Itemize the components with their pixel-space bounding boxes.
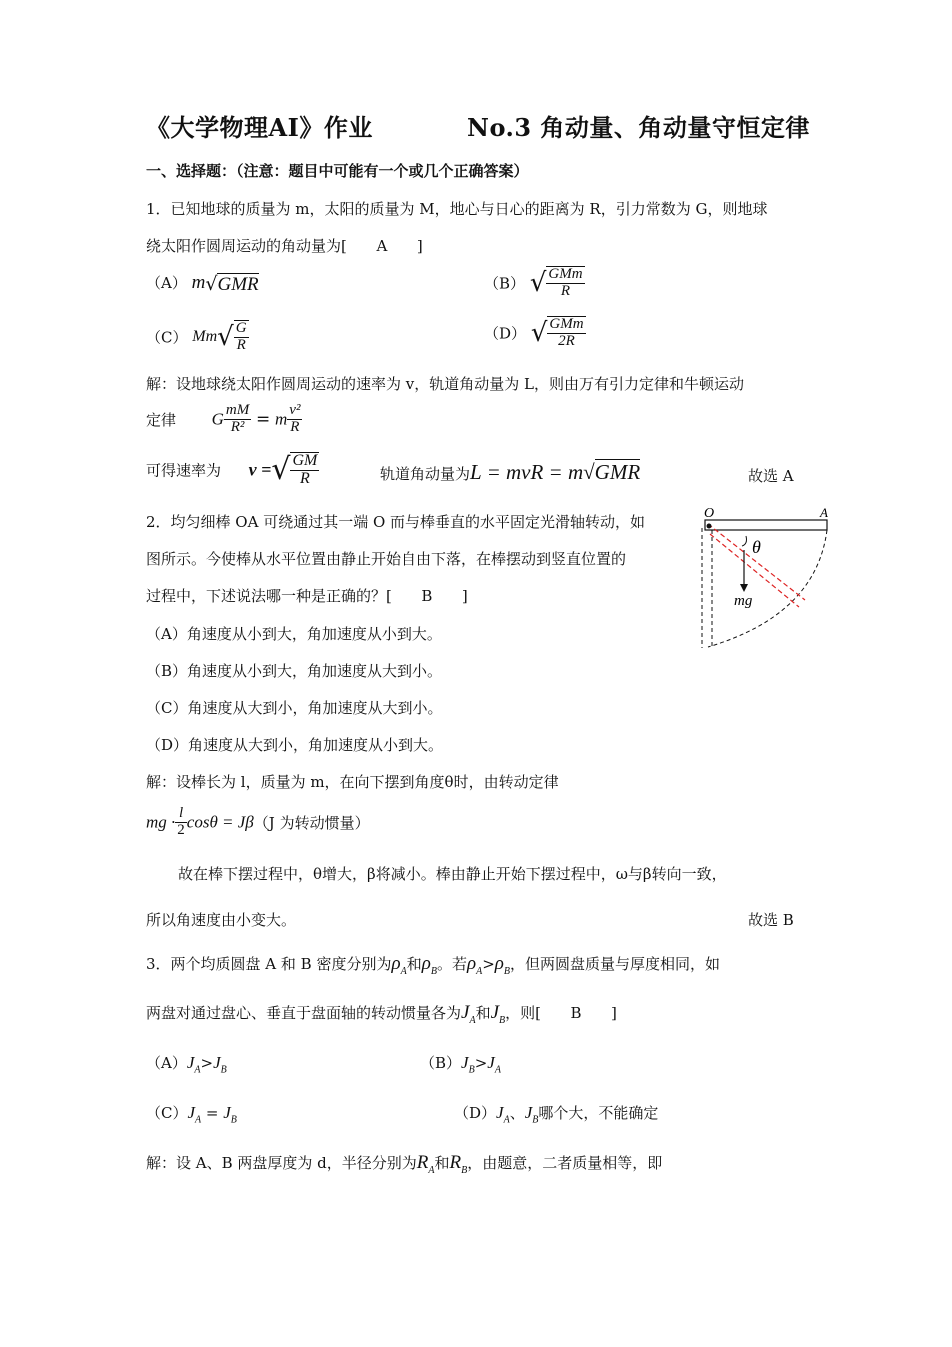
- page-title-left: 《大学物理AI》作业: [146, 113, 373, 142]
- q2-option-b: （B）角速度从小到大，角加速度从大到小。: [146, 662, 443, 680]
- q2-answer: B: [421, 587, 433, 605]
- label-mg: mg: [734, 593, 753, 609]
- q1-choice: 故选 A: [748, 467, 794, 485]
- angle-arc: [742, 536, 747, 546]
- rod: [705, 520, 827, 530]
- q1-option-b: （B） √ $\frac{\text{GMm}}{R}$: [484, 266, 583, 299]
- q1-solution-line2: 定律 G $\frac{mM}{\text{R²}}$ = m $\frac{\text{v²}}{R}$: [146, 402, 301, 435]
- rod-pendulum-diagram: [690, 500, 840, 660]
- q3-option-b: $(B)J_B>J_A$: [420, 1053, 501, 1076]
- page-title-right: No.3 角动量、角动量守恒定律: [467, 113, 810, 142]
- q1-option-a: （A） m√GMR: [146, 272, 259, 295]
- q1-stem-line1: 1．已知地球的质量为 m，太阳的质量为 M，地心与日心的距离为 R，引力常数为 G，则地球: [146, 200, 768, 218]
- q2-solution-line1: 解：设棒长为 l，质量为 m，在向下摆到角度θ时，由转动定律: [146, 773, 559, 791]
- q1-solution-line3: 可得速率为 v =√ $\frac{GM}{R}$: [146, 452, 318, 488]
- pivot-point: [707, 524, 712, 529]
- q1-option-c: （C） Mm√ $\frac{G}{R}$: [146, 320, 247, 353]
- q2-option-c: （C）角速度从大到小，角加速度从大到小。: [146, 699, 443, 717]
- q2-option-d: （D）角速度从大到小，角加速度从小到大。: [146, 736, 444, 754]
- q3-option-d: $(D)J_A$、$J_B$哪个大，不能确定: [454, 1103, 659, 1126]
- q2-stem-line2: 图所示。今使棒从水平位置由静止开始自由下落，在棒摆动到竖直位置的: [146, 550, 627, 568]
- q3-option-a: $(A)J_A>J_B$: [146, 1053, 227, 1076]
- q1-orbital-momentum: 轨道角动量为L = mvR = m√GMR: [380, 460, 641, 484]
- q2-stem-line3: 过程中，下述说法哪一种是正确的？[ B ]: [146, 587, 468, 605]
- q3-stem-line2: 两盘对通过盘心、垂直于盘面轴的转动惯量各为$J_A$和$J_B$，则[ B ]: [146, 1002, 617, 1026]
- q3-answer: B: [570, 1004, 582, 1022]
- label-a: A: [820, 505, 828, 520]
- q2-choice: 故选 B: [748, 911, 794, 929]
- q3-solution-line1: 解：设 A、B 两盘厚度为 d，半径分别为$R_A$和$R_B$，由题意，二者质量相等，即: [146, 1152, 663, 1176]
- q1-stem-line2: 绕太阳作圆周运动的角动量为[ A ]: [146, 237, 423, 255]
- q3-option-c: $(C)J_A = J_B$: [146, 1103, 237, 1126]
- q1-option-d: （D） √ $\frac{\text{GMm}}{2R}$: [484, 316, 584, 349]
- q2-solution-equation: mg · $\frac{l}{2}$ cosθ = Jβ（J 为转动惯量）: [146, 805, 370, 838]
- q2-stem-line1: 2．均匀细棒 OA 可绕通过其一端 O 而与棒垂直的水平固定光滑轴转动，如: [146, 513, 646, 531]
- q1-answer: A: [376, 237, 388, 255]
- q1-solution-line1: 解：设地球绕太阳作圆周运动的速率为 v，轨道角动量为 L，则由万有引力定律和牛顿运动: [146, 375, 744, 393]
- rotated-rod-edge: [708, 524, 805, 600]
- label-o: O: [704, 506, 715, 521]
- q2-solution-line2: 故在棒下摆过程中，θ增大，β将减小。棒由静止开始下摆过程中，ω与β转向一致，: [178, 865, 727, 883]
- label-theta: θ: [752, 537, 761, 557]
- q2-option-a: （A）角速度从小到大，角加速度从小到大。: [146, 625, 442, 643]
- q3-stem-line1: 3．两个均质圆盘 A 和 B 密度分别为$\rho_A$和$\rho_B$。若$\rho_A>\rho_B$，但两圆盘质量与厚度相同，如: [146, 953, 721, 977]
- q2-solution-line3: 所以角速度由小变大。: [146, 911, 297, 929]
- section-heading: 一、选择题：（注意：题目中可能有一个或几个正确答案）: [146, 162, 529, 180]
- gravity-arrowhead: [740, 584, 748, 592]
